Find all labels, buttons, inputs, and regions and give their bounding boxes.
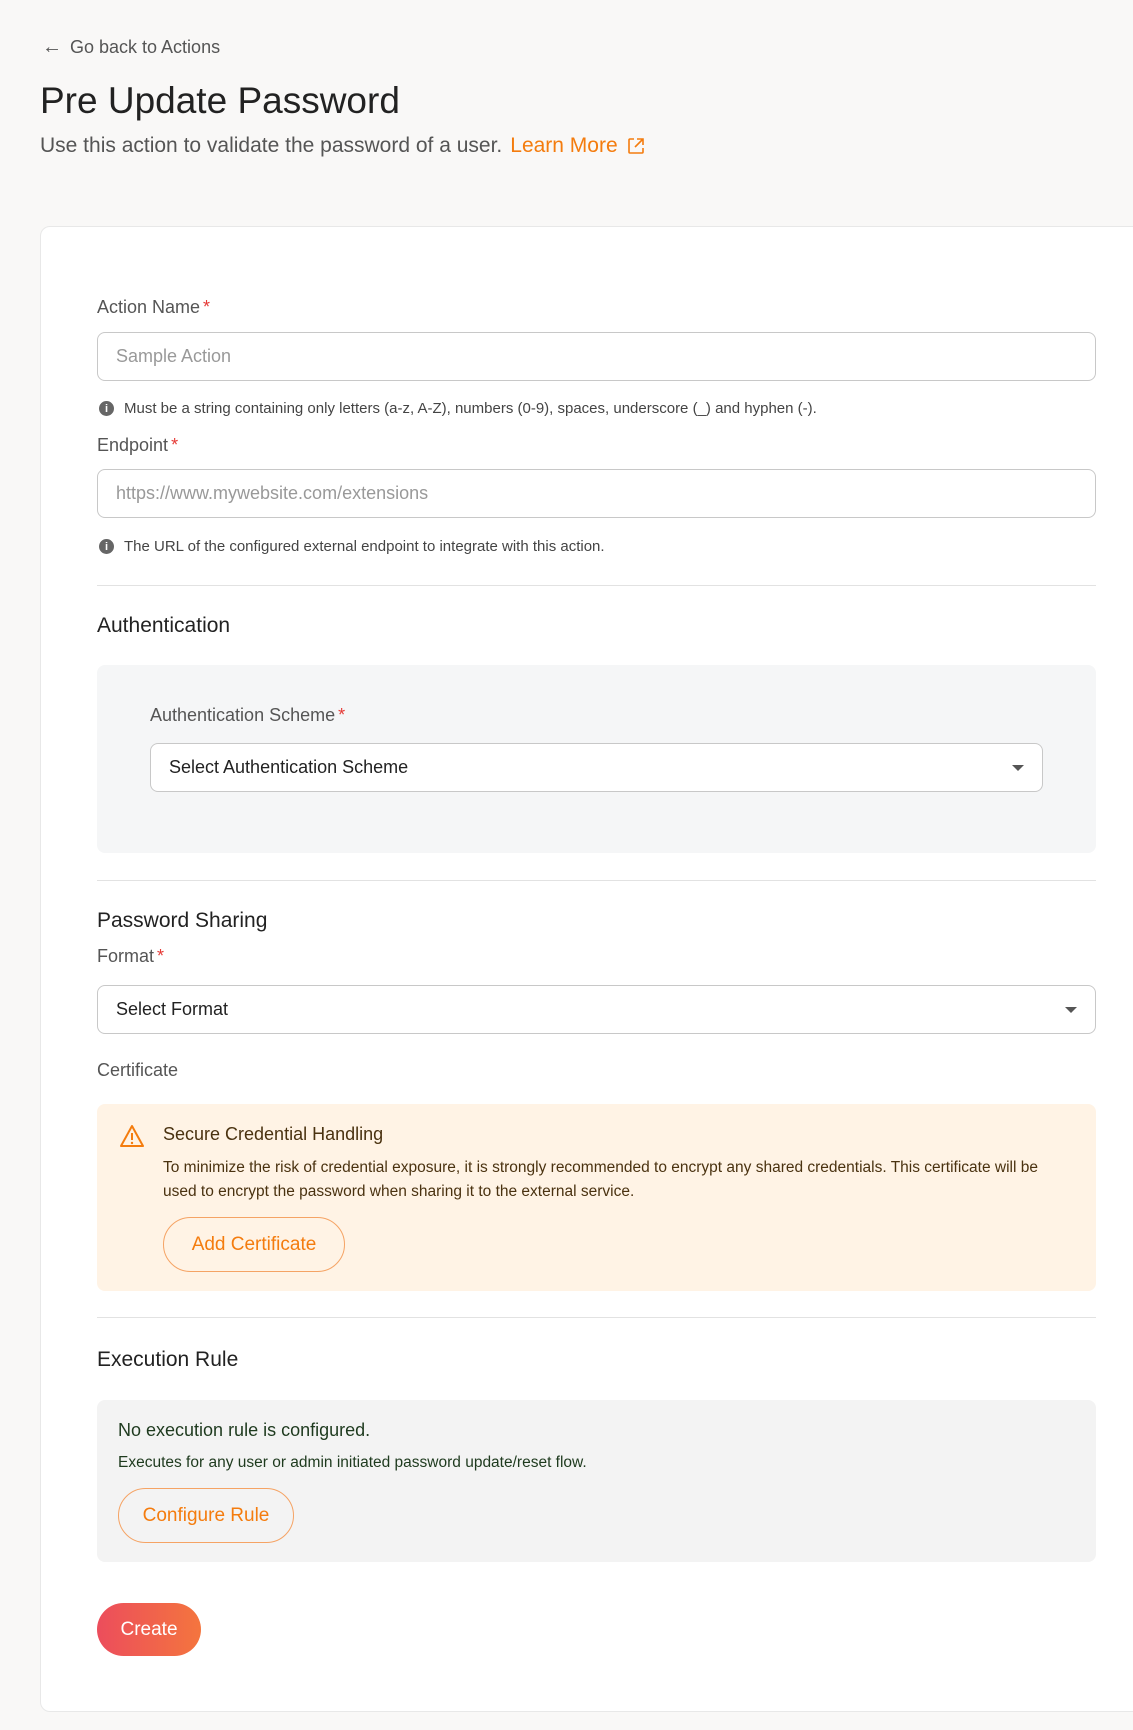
execution-rule-description: Executes for any user or admin initiated password update/reset flow. [118,1454,587,1471]
configure-rule-button[interactable]: Configure Rule [118,1488,294,1543]
external-link-icon [626,136,646,156]
chevron-down-icon [1065,1007,1077,1013]
execution-rule-panel [97,1400,1096,1562]
password-sharing-heading: Password Sharing [97,909,268,932]
authentication-heading: Authentication [97,614,231,637]
back-link-label: Go back to Actions [70,37,221,57]
action-name-hint: i Must be a string containing only letters (a-z, A-Z), numbers (0-9), spaces, underscore (_) and hyphen (-). [99,400,817,417]
auth-scheme-label: Authentication Scheme * [150,705,346,725]
endpoint-input[interactable]: https://www.mywebsite.com/extensions [97,469,1096,518]
page-title: Pre Update Password [40,80,400,121]
arrow-left-icon: ← [42,36,62,58]
endpoint-label: Endpoint * [97,435,179,455]
page-subtitle [40,134,646,158]
subtitle-text: Use this action to validate the password of a user. [40,134,503,157]
alert-body: To minimize the risk of credential exposure, it is strongly recommended to encrypt any shared credentials. This certificate will be used to encrypt the password when sharing it to the external service. [163,1159,1038,1200]
auth-scheme-select[interactable]: Select Authentication Scheme [150,743,1043,792]
warning-icon [119,1124,145,1148]
warning-alert [97,1104,1096,1291]
chevron-down-icon [1012,765,1024,771]
learn-more-label: Learn More [510,134,618,157]
divider [97,880,1096,881]
add-certificate-button[interactable]: Add Certificate [163,1217,345,1272]
divider [97,1317,1096,1318]
learn-more-link[interactable] [510,134,645,158]
format-label: Format * [97,946,165,966]
action-name-input[interactable]: Sample Action [97,332,1096,381]
back-link[interactable] [42,36,220,59]
action-name-label: Action Name * [97,297,211,317]
execution-rule-heading: Execution Rule [97,1348,239,1371]
execution-rule-status: No execution rule is configured. [118,1420,371,1440]
create-button[interactable]: Create [97,1603,201,1656]
alert-title: Secure Credential Handling [163,1124,384,1144]
endpoint-hint: i The URL of the configured external endpoint to integrate with this action. [99,538,605,555]
divider [97,585,1096,586]
certificate-label: Certificate [97,1060,179,1080]
info-icon: i [99,539,114,554]
format-select[interactable]: Select Format [97,985,1096,1034]
info-icon: i [99,401,114,416]
